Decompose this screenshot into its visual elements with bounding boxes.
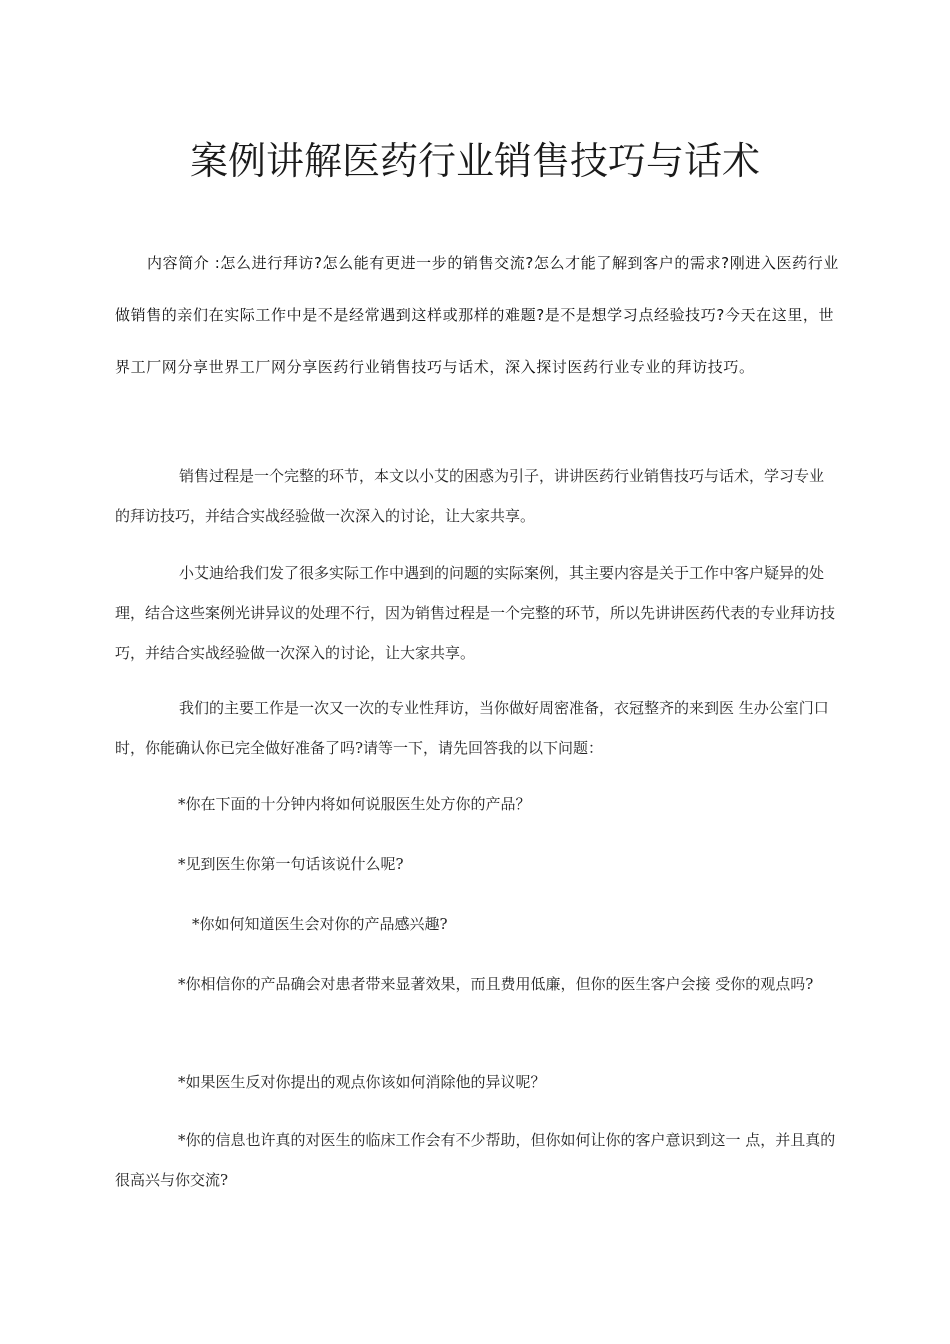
body-paragraph: 我们的主要工作是一次又一次的专业性拜访，当你做好周密准备，衣冠整齐的来到医 生办公室门口时，你能确认你已完全做好准备了吗?请等一下，请先回答我的以下问题： bbox=[115, 699, 829, 757]
question-item: *你如何知道医生会对你的产品感兴趣? bbox=[192, 915, 448, 933]
question-item: *见到医生你第一句话该说什么呢? bbox=[178, 855, 404, 873]
question-item: *你相信你的产品确会对患者带来显著效果，而且费用低廉，但你的医生客户会接 受你的观点吗? bbox=[178, 975, 814, 993]
body-paragraph: 小艾迪给我们发了很多实际工作中遇到的问题的实际案例，其主要内容是关于工作中客户疑异的处理，结合这些案例光讲异议的处理不行，因为销售过程是一个完整的环节，所以先讲讲医药代表的专业拜访技巧，并结合实战经验做一次深入的讨论，让大家共享。 bbox=[115, 564, 836, 662]
document-title: 案例讲解医药行业销售技巧与话术 bbox=[189, 139, 760, 183]
question-item: *你在下面的十分钟内将如何说服医生处方你的产品？ bbox=[178, 795, 531, 813]
question-item: *你的信息也许真的对医生的临床工作会有不少帮助，但你如何让你的客户意识到这一 点，并且真的很高兴与你交流? bbox=[115, 1131, 836, 1189]
question-item: *如果医生反对你提出的观点你该如何消除他的异议呢？ bbox=[178, 1073, 546, 1091]
body-paragraph: 销售过程是一个完整的环节，本文以小艾的困惑为引子，讲讲医药行业销售技巧与话术，学习专业的拜访技巧，并结合实战经验做一次深入的讨论，让大家共享。 bbox=[115, 467, 825, 525]
intro-paragraph: 内容简介 :怎么进行拜访?怎么能有更进一步的销售交流?怎么才能了解到客户的需求?刚进入医药行业做销售的亲们在实际工作中是不是经常遇到这样或那样的难题?是不是想学习点经验技巧?今天在这里，世界工厂网分享世界工厂网分享医药行业销售技巧与话术，深入探讨医药行业专业的拜访技巧。 bbox=[115, 254, 839, 376]
